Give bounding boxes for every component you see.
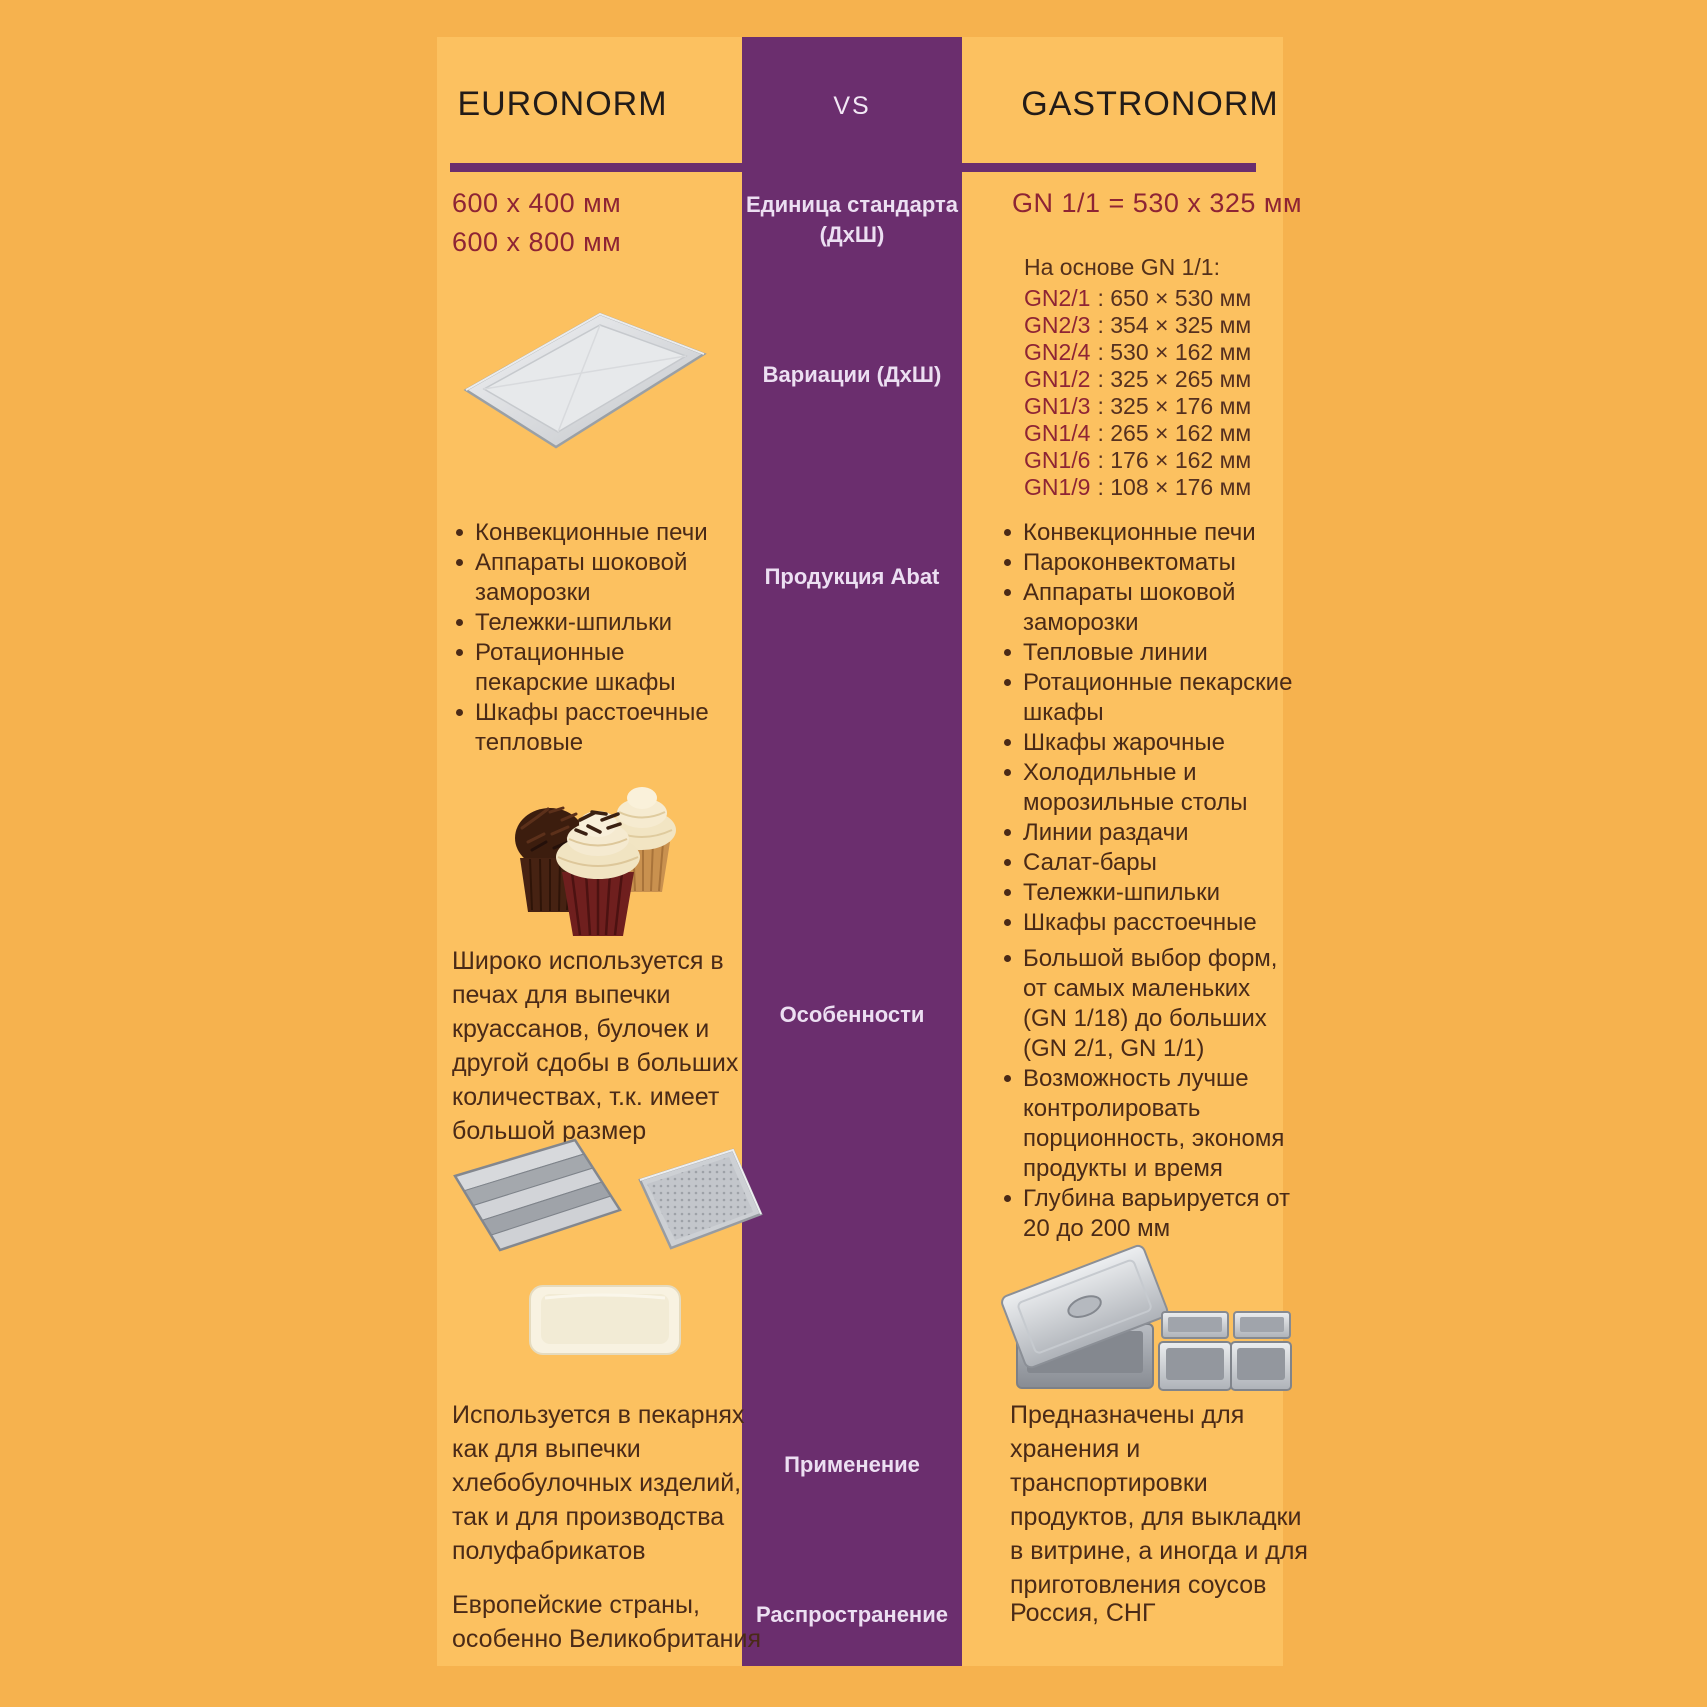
euronorm-features-text: Широко используется в печах для выпечки круассанов, булочек и другой сдобы в больших количествах, т.к. имеет большой размер [452,947,739,1145]
product-item: Конвекционные печи [450,518,735,548]
row-label-standard-unit: Единица стандарта (ДхШ) [745,192,958,247]
gn-size: : 265 × 162 мм [1097,420,1252,446]
gastronorm-standard-size: GN 1/1 = 530 x 325 мм [1012,188,1303,218]
product-item: Ротационные пекарские шкафы [998,668,1298,728]
gn-size-row [1024,285,1251,312]
gastronorm-title: GASTRONORM [1021,85,1279,123]
gn-variations-intro: На основе GN 1/1: [1024,254,1220,280]
product-item: Шкафы расстоечные [998,908,1298,938]
size-line: 600 x 400 мм [452,188,622,218]
gn-variations-list [1024,285,1251,501]
product-item: Шкафы жарочные [998,728,1298,758]
product-item: Холодильные и морозильные столы [998,758,1298,818]
gn-size-row [1024,339,1251,366]
gn-code: GN1/4 [1024,420,1091,446]
row-label-application: Применение [784,1452,920,1477]
feature-item: Глубина варьируется от 20 до 200 мм [998,1184,1298,1244]
feature-item: Возможность лучше контролировать порционность, экономя продукты и время [998,1064,1298,1184]
product-item: Пароконвектоматы [998,548,1298,578]
row-label-distribution: Распространение [756,1602,948,1627]
gn-code: GN1/6 [1024,447,1091,473]
trays-image [435,1128,765,1358]
product-item: Салат-бары [998,848,1298,878]
center-purple-band [742,37,962,1666]
gn-size-row [1024,447,1251,474]
size-line: 600 x 800 мм [452,227,622,257]
product-item: Шкафы расстоечные тепловые [450,698,735,758]
header-divider-right [962,163,1256,172]
gn-size-row [1024,474,1251,501]
baking-sheet-image [448,292,718,462]
gn-code: GN1/2 [1024,366,1091,392]
feature-item: Большой выбор форм, от самых маленьких (GN 1/18) до больших (GN 2/1, GN 1/1) [998,944,1298,1064]
gn-size: : 650 × 530 мм [1097,285,1252,311]
euronorm-distribution-text: Европейские страны, особенно Великобритания [452,1591,761,1653]
row-label-abat-products: Продукция Abat [764,564,940,589]
product-item: Ротационные пекарские шкафы [450,638,735,698]
product-item: Конвекционные печи [998,518,1298,548]
gn-size: : 530 × 162 мм [1097,339,1252,365]
gn-size: : 108 × 176 мм [1097,474,1252,500]
gastronorm-features-list [998,944,1298,1244]
gastronorm-products-list [998,518,1298,938]
gn-size-row [1024,312,1251,339]
euronorm-application-text: Используется в пекарнях как для выпечки хлебобулочных изделий, так и для производства полуфабрикатов [452,1401,745,1565]
gn-code: GN1/9 [1024,474,1091,500]
gn-size: : 325 × 176 мм [1097,393,1252,419]
product-item: Тележки-шпильки [450,608,735,638]
gn-size: : 325 × 265 мм [1097,366,1252,392]
gn-code: GN2/4 [1024,339,1091,365]
product-item: Аппараты шоковой заморозки [998,578,1298,638]
gastronorm-application-text: Предназначены для хранения и транспортировки продуктов, для выкладки в витрине, а иногда и для приготовления соусов [1010,1401,1308,1599]
gn-size-row [1024,420,1251,447]
row-label-features: Особенности [779,1002,925,1027]
gn-size-row [1024,366,1251,393]
euronorm-standard-sizes [452,184,621,262]
gn-code: GN1/3 [1024,393,1091,419]
product-item: Тепловые линии [998,638,1298,668]
gn-size: : 354 × 325 мм [1097,312,1252,338]
row-label-variations: Вариации (ДхШ) [762,362,942,387]
euronorm-products-list [450,518,735,758]
product-item: Линии раздачи [998,818,1298,848]
gn-code: GN2/3 [1024,312,1091,338]
gastronorm-distribution-text: Россия, СНГ [1010,1599,1156,1627]
euronorm-title: EURONORM [457,85,668,123]
gn-size: : 176 × 162 мм [1097,447,1252,473]
product-item: Аппараты шоковой заморозки [450,548,735,608]
gn-containers-image [965,1228,1295,1398]
gn-code: GN2/1 [1024,285,1091,311]
vs-label: VS [833,92,871,120]
product-item: Тележки-шпильки [998,878,1298,908]
gn-size-row [1024,393,1251,420]
cupcakes-image [492,750,712,940]
header-divider-left [450,163,742,172]
